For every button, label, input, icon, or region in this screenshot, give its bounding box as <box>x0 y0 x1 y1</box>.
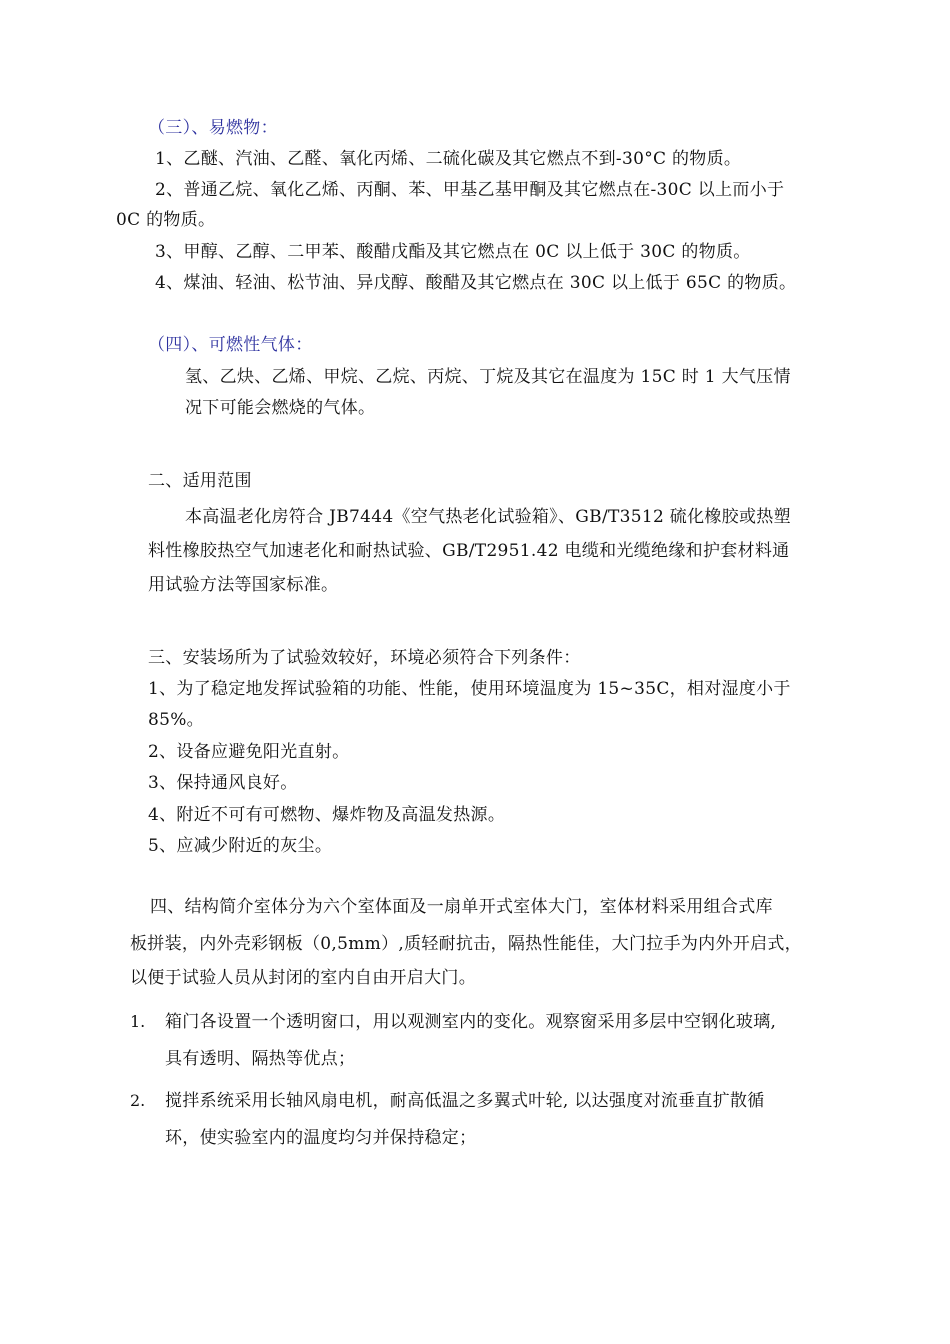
flammable-item-2-cont: 0C 的物质。 <box>116 210 216 230</box>
install-item-5: 5、应减少附近的灰尘。 <box>148 836 333 856</box>
scope-line-1: 本高温老化房符合 JB7444《空气热老化试验箱》、GB/T3512 硫化橡胶或热塑 <box>185 507 791 527</box>
install-item-1-cont: 85%。 <box>148 710 204 730</box>
structure-item-2: 搅拌系统采用长轴风扇电机，耐高低温之多翼式叶轮, 以达强度对流垂直扩散循 <box>165 1091 765 1111</box>
scope-heading: 二、适用范围 <box>148 471 252 491</box>
gases-line-1: 氢、乙炔、乙烯、甲烷、乙烷、丙烷、丁烷及其它在温度为 15C 时 1 大气压情 <box>185 367 791 387</box>
structure-item-1: 箱门各设置一个透明窗口，用以观测室内的变化。观察窗采用多层中空钢化玻璃, <box>165 1012 777 1032</box>
install-item-4: 4、附近不可有可燃物、爆炸物及高温发热源。 <box>148 805 506 825</box>
install-heading: 三、安装场所为了试验效较好，环境必须符合下列条件： <box>148 648 581 668</box>
structure-item-1-cont: 具有透明、隔热等优点； <box>165 1049 356 1069</box>
structure-item-2-cont: 环，使实验室内的温度均匀并保持稳定； <box>165 1128 477 1148</box>
install-item-2: 2、设备应避免阳光直射。 <box>148 742 350 762</box>
structure-line-3: 以便于试验人员从封闭的室内自由开启大门。 <box>130 968 476 988</box>
scope-line-2: 料性橡胶热空气加速老化和耐热试验、GB/T2951.42 电缆和光缆绝缘和护套材料通 <box>148 541 790 561</box>
section-heading-flammables: （三）、易燃物： <box>148 118 278 138</box>
install-item-3: 3、保持通风良好。 <box>148 773 298 793</box>
structure-line-1: 四、结构简介室体分为六个室体面及一扇单开式室体大门，室体材料采用组合式库 <box>150 897 773 917</box>
structure-line-2: 板拼装，内外壳彩钢板（0,5mm）,质轻耐抗击，隔热性能佳，大门拉手为内外开启式， <box>130 934 802 954</box>
install-item-1: 1、为了稳定地发挥试验箱的功能、性能，使用环境温度为 15~35C，相对湿度小于 <box>148 679 791 699</box>
section-heading-gases: （四）、可燃性气体： <box>148 335 313 355</box>
scope-line-3: 用试验方法等国家标准。 <box>148 575 339 595</box>
list-number-1: 1. <box>130 1012 146 1031</box>
list-number-2: 2. <box>130 1091 146 1110</box>
flammable-item-1: 1、乙醚、汽油、乙醛、氧化丙烯、二硫化碳及其它燃点不到-30°C 的物质。 <box>155 149 742 169</box>
gases-line-2: 况下可能会燃烧的气体。 <box>185 398 376 418</box>
flammable-item-4: 4、煤油、轻油、松节油、异戊醇、酸醋及其它燃点在 30C 以上低于 65C 的物质。 <box>155 273 797 293</box>
flammable-item-2: 2、普通乙烷、氧化乙烯、丙酮、苯、甲基乙基甲酮及其它燃点在-30C 以上而小于 <box>155 180 785 200</box>
flammable-item-3: 3、甲醇、乙醇、二甲苯、酸醋戊酯及其它燃点在 0C 以上低于 30C 的物质。 <box>155 242 751 262</box>
